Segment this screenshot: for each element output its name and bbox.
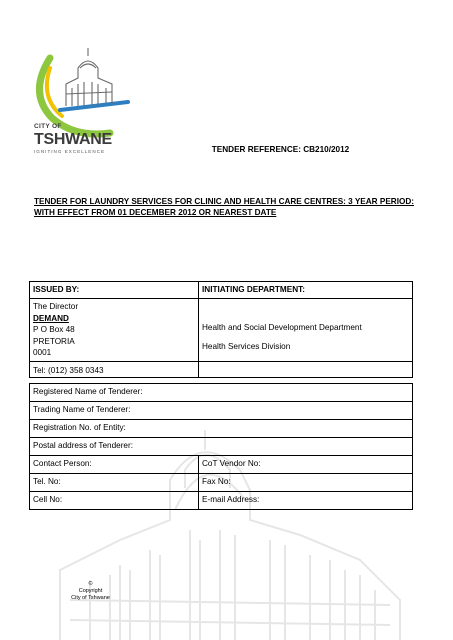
department-line: Health and Social Development Department bbox=[202, 323, 362, 332]
fax-no-field: Fax No: bbox=[199, 474, 413, 492]
issuer-line: PRETORIA bbox=[33, 336, 75, 346]
copyright-notice bbox=[58, 581, 123, 602]
issuer-tel: Tel: (012) 358 0343 bbox=[30, 361, 199, 377]
division-line: Health Services Division bbox=[202, 342, 291, 351]
department-details bbox=[199, 299, 413, 362]
issuer-line-demand: DEMAND bbox=[33, 313, 69, 323]
copyright-label: Copyright bbox=[78, 588, 103, 594]
issuer-line: P O Box 48 bbox=[33, 325, 75, 334]
tender-title: TENDER FOR LAUNDRY SERVICES FOR CLINIC AND HEALTH CARE CENTRES: 3 YEAR PERIOD: WITH EFFECT FROM 01 DECEMBER 2012 OR NEAREST DATE bbox=[34, 197, 414, 217]
empty-cell bbox=[199, 361, 413, 377]
copyright-symbol: © bbox=[88, 581, 93, 587]
issuer-table bbox=[29, 281, 413, 378]
logo-tshwane: TSHWANE bbox=[34, 130, 112, 148]
trading-name-field: Trading Name of Tenderer: bbox=[30, 402, 413, 420]
initiating-department-heading: INITIATING DEPARTMENT: bbox=[199, 282, 413, 299]
contact-person-field: Contact Person: bbox=[30, 456, 199, 474]
vendor-no-field: CoT Vendor No: bbox=[199, 456, 413, 474]
email-field: E-mail Address: bbox=[199, 492, 413, 510]
cell-no-field: Cell No: bbox=[30, 492, 199, 510]
issuer-line: The Director bbox=[33, 302, 79, 311]
tender-reference: TENDER REFERENCE: CB210/2012 bbox=[211, 145, 350, 154]
issued-by-heading: ISSUED BY: bbox=[30, 282, 199, 299]
tel-no-field: Tel. No: bbox=[30, 474, 199, 492]
issuer-address bbox=[30, 299, 199, 362]
postal-address-field: Postal address of Tenderer: bbox=[30, 438, 413, 456]
registration-no-field: Registration No. of Entity: bbox=[30, 420, 413, 438]
logo-city-of: CITY OF bbox=[34, 123, 62, 130]
issuer-line: 0001 bbox=[33, 348, 52, 357]
copyright-owner: City of Tshwane bbox=[71, 595, 110, 601]
logo-tagline: IGNITING EXCELLENCE bbox=[34, 148, 106, 154]
registered-name-field: Registered Name of Tenderer: bbox=[30, 384, 413, 402]
tenderer-details-form bbox=[29, 383, 413, 510]
